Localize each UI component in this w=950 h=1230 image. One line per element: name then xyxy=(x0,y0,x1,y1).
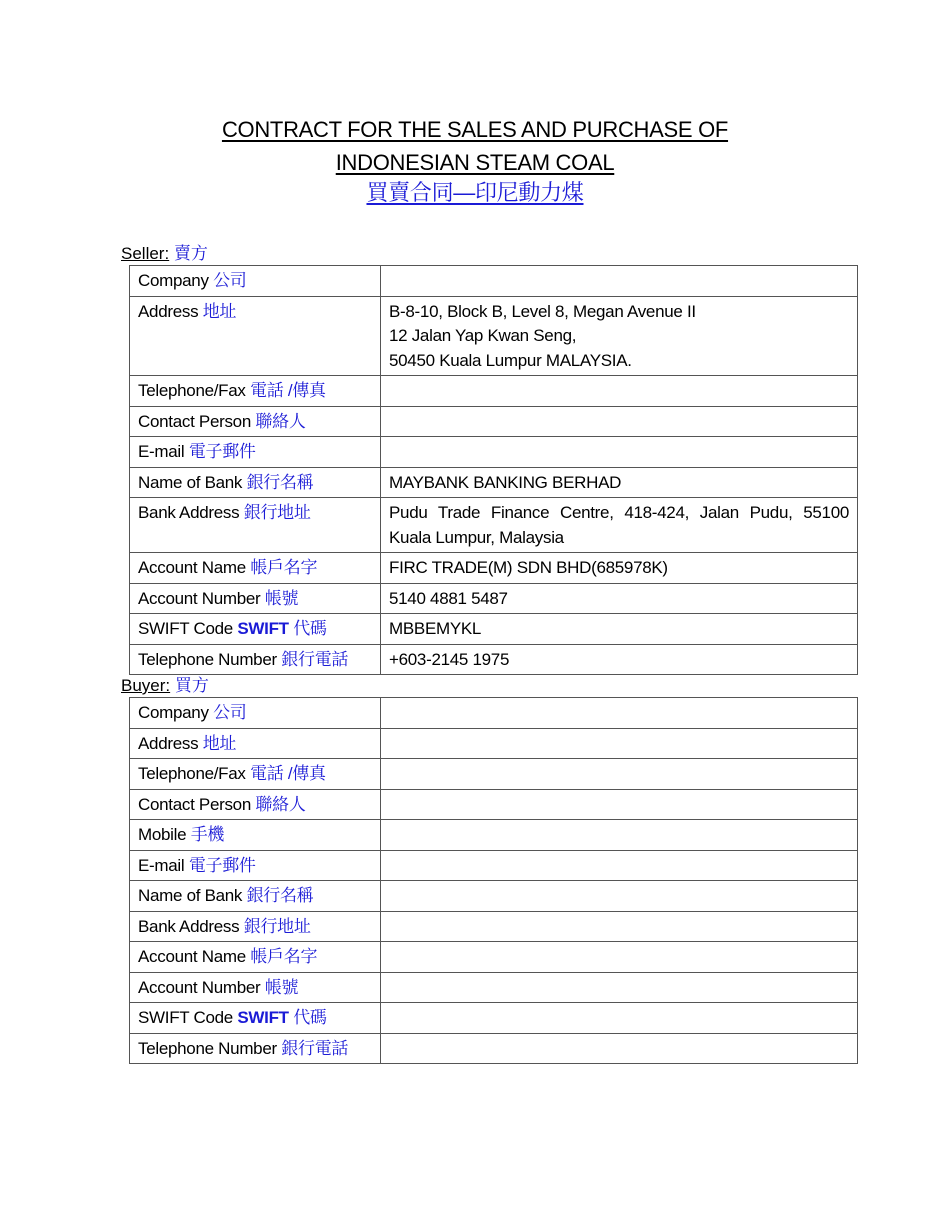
row-value: FIRC TRADE(M) SDN BHD(685978K) xyxy=(381,553,858,584)
table-row xyxy=(130,376,858,407)
row-value: Pudu Trade Finance Centre, 418-424, Jalan Pudu, 55100 Kuala Lumpur, Malaysia xyxy=(381,498,858,553)
row-value xyxy=(381,972,858,1003)
row-label: E-mail 電子郵件 xyxy=(130,437,381,468)
table-row xyxy=(130,553,858,584)
table-row xyxy=(130,296,858,376)
contract-title-line1: CONTRACT FOR THE SALES AND PURCHASE OF xyxy=(221,117,729,142)
row-label: Account Name 帳戶名字 xyxy=(130,553,381,584)
row-label: Telephone/Fax 電話 /傳真 xyxy=(130,376,381,407)
row-label: Contact Person 聯絡人 xyxy=(130,789,381,820)
row-label: Name of Bank 銀行名稱 xyxy=(130,467,381,498)
row-value xyxy=(381,881,858,912)
address-line: B-8-10, Block B, Level 8, Megan Avenue II xyxy=(389,301,696,321)
row-value xyxy=(381,942,858,973)
table-row xyxy=(130,911,858,942)
row-value xyxy=(381,911,858,942)
table-row xyxy=(130,698,858,729)
row-value xyxy=(381,698,858,729)
table-row xyxy=(130,406,858,437)
table-row xyxy=(130,820,858,851)
row-label: Company 公司 xyxy=(130,698,381,729)
contract-title-chinese: 買賣合同—印尼動力煤 xyxy=(366,180,584,205)
row-value xyxy=(381,850,858,881)
seller-table xyxy=(129,265,858,675)
table-row xyxy=(130,437,858,468)
row-value xyxy=(381,1003,858,1034)
row-label: Telephone Number 銀行電話 xyxy=(130,1033,381,1064)
row-label: Bank Address 銀行地址 xyxy=(130,498,381,553)
row-label: Account Name 帳戶名字 xyxy=(130,942,381,973)
row-value xyxy=(381,789,858,820)
row-label: Telephone/Fax 電話 /傳真 xyxy=(130,759,381,790)
table-row xyxy=(130,850,858,881)
row-value xyxy=(381,820,858,851)
table-row xyxy=(130,789,858,820)
row-value xyxy=(381,728,858,759)
table-row xyxy=(130,1003,858,1034)
row-value xyxy=(381,266,858,297)
row-label: Name of Bank 銀行名稱 xyxy=(130,881,381,912)
table-row xyxy=(130,467,858,498)
table-row xyxy=(130,644,858,675)
row-label: Account Number 帳號 xyxy=(130,972,381,1003)
row-value: +603-2145 1975 xyxy=(381,644,858,675)
row-label: SWIFT Code SWIFT 代碼 xyxy=(130,614,381,645)
buyer-table xyxy=(129,697,858,1064)
table-row xyxy=(130,1033,858,1064)
row-label: Mobile 手機 xyxy=(130,820,381,851)
row-label: SWIFT Code SWIFT 代碼 xyxy=(130,1003,381,1034)
contract-title-line2: INDONESIAN STEAM COAL xyxy=(335,150,615,175)
seller-section-label: Seller: 賣方 xyxy=(121,244,208,263)
row-label: Address 地址 xyxy=(130,296,381,376)
row-label: Bank Address 銀行地址 xyxy=(130,911,381,942)
row-label: Address 地址 xyxy=(130,728,381,759)
table-row xyxy=(130,583,858,614)
row-label: Contact Person 聯絡人 xyxy=(130,406,381,437)
row-value xyxy=(381,296,858,376)
table-row xyxy=(130,614,858,645)
table-row xyxy=(130,266,858,297)
row-label: Account Number 帳號 xyxy=(130,583,381,614)
row-value xyxy=(381,376,858,407)
row-value xyxy=(381,437,858,468)
row-value: MBBEMYKL xyxy=(381,614,858,645)
table-row xyxy=(130,942,858,973)
buyer-section-label: Buyer: 買方 xyxy=(121,676,209,695)
row-value xyxy=(381,406,858,437)
row-label: Company 公司 xyxy=(130,266,381,297)
table-row xyxy=(130,881,858,912)
table-row xyxy=(130,498,858,553)
address-line: 12 Jalan Yap Kwan Seng, xyxy=(389,326,577,345)
row-label: Telephone Number 銀行電話 xyxy=(130,644,381,675)
table-row xyxy=(130,972,858,1003)
address-line: 50450 Kuala Lumpur MALAYSIA. xyxy=(389,350,632,370)
row-value: MAYBANK BANKING BERHAD xyxy=(381,467,858,498)
row-label: E-mail 電子郵件 xyxy=(130,850,381,881)
table-row xyxy=(130,728,858,759)
row-value xyxy=(381,759,858,790)
table-row xyxy=(130,759,858,790)
row-value xyxy=(381,1033,858,1064)
row-value: 5140 4881 5487 xyxy=(381,583,858,614)
